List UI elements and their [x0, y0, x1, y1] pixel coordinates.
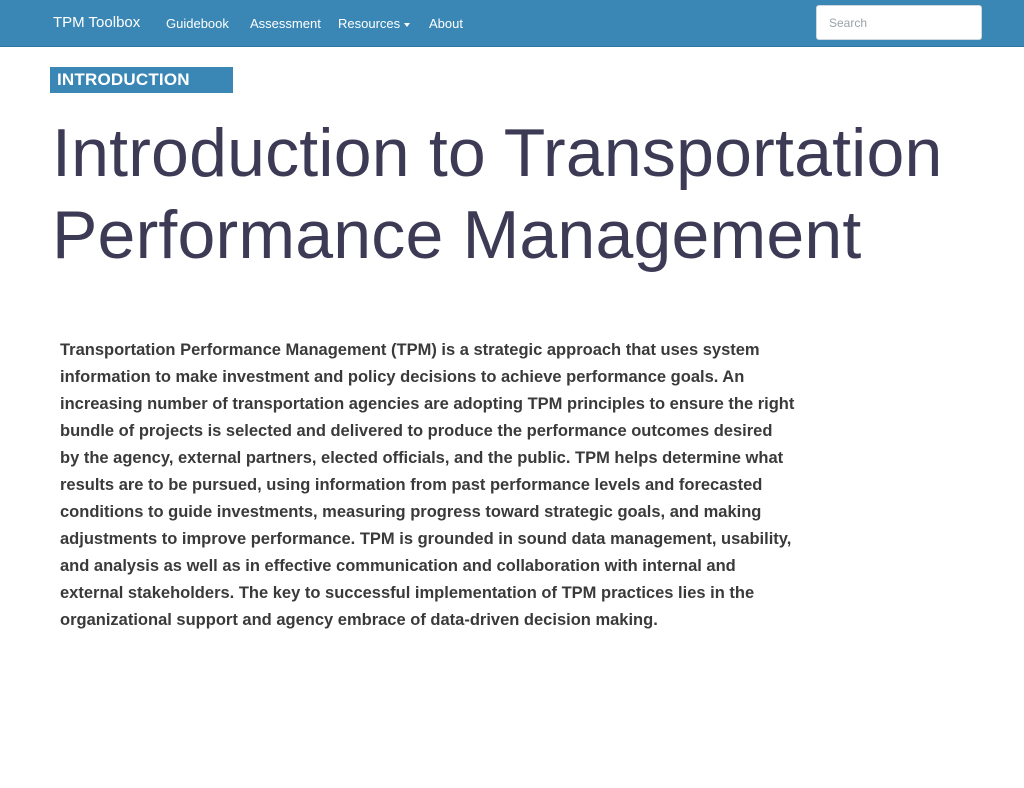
section-badge: INTRODUCTION	[50, 67, 233, 93]
page-title: Introduction to Transportation Performance Management	[52, 115, 943, 273]
nav-resources-label: Resources	[338, 16, 401, 31]
top-navbar	[0, 0, 1024, 47]
search-input[interactable]	[816, 5, 982, 40]
nav-assessment[interactable]: Assessment	[250, 16, 321, 31]
nav-guidebook[interactable]: Guidebook	[166, 16, 229, 31]
nav-about[interactable]: About	[429, 16, 463, 31]
caret-down-icon	[404, 23, 410, 27]
intro-paragraph: Transportation Performance Management (TPM) is a strategic approach that uses system information to make investment and policy decisions to achieve performance goals. An increasing number of transportation agencies are adopting TPM principles to ensure the right bundle of projects is selected and delivered to produce the performance outcomes desired by the agency, external partners, elected officials, and the public. TPM helps determine what results are to be pursued, using information from past performance levels and forecasted conditions to guide investments, measuring progress toward strategic goals, and making adjustments to improve performance. TPM is grounded in sound data management, usability, and analysis as well as in effective communication and collaboration with internal and external stakeholders. The key to successful implementation of TPM practices lies in the organizational support and agency embrace of data-driven decision making.	[60, 341, 795, 629]
brand-link[interactable]: TPM Toolbox	[53, 14, 141, 31]
nav-resources-dropdown[interactable]	[338, 15, 410, 32]
